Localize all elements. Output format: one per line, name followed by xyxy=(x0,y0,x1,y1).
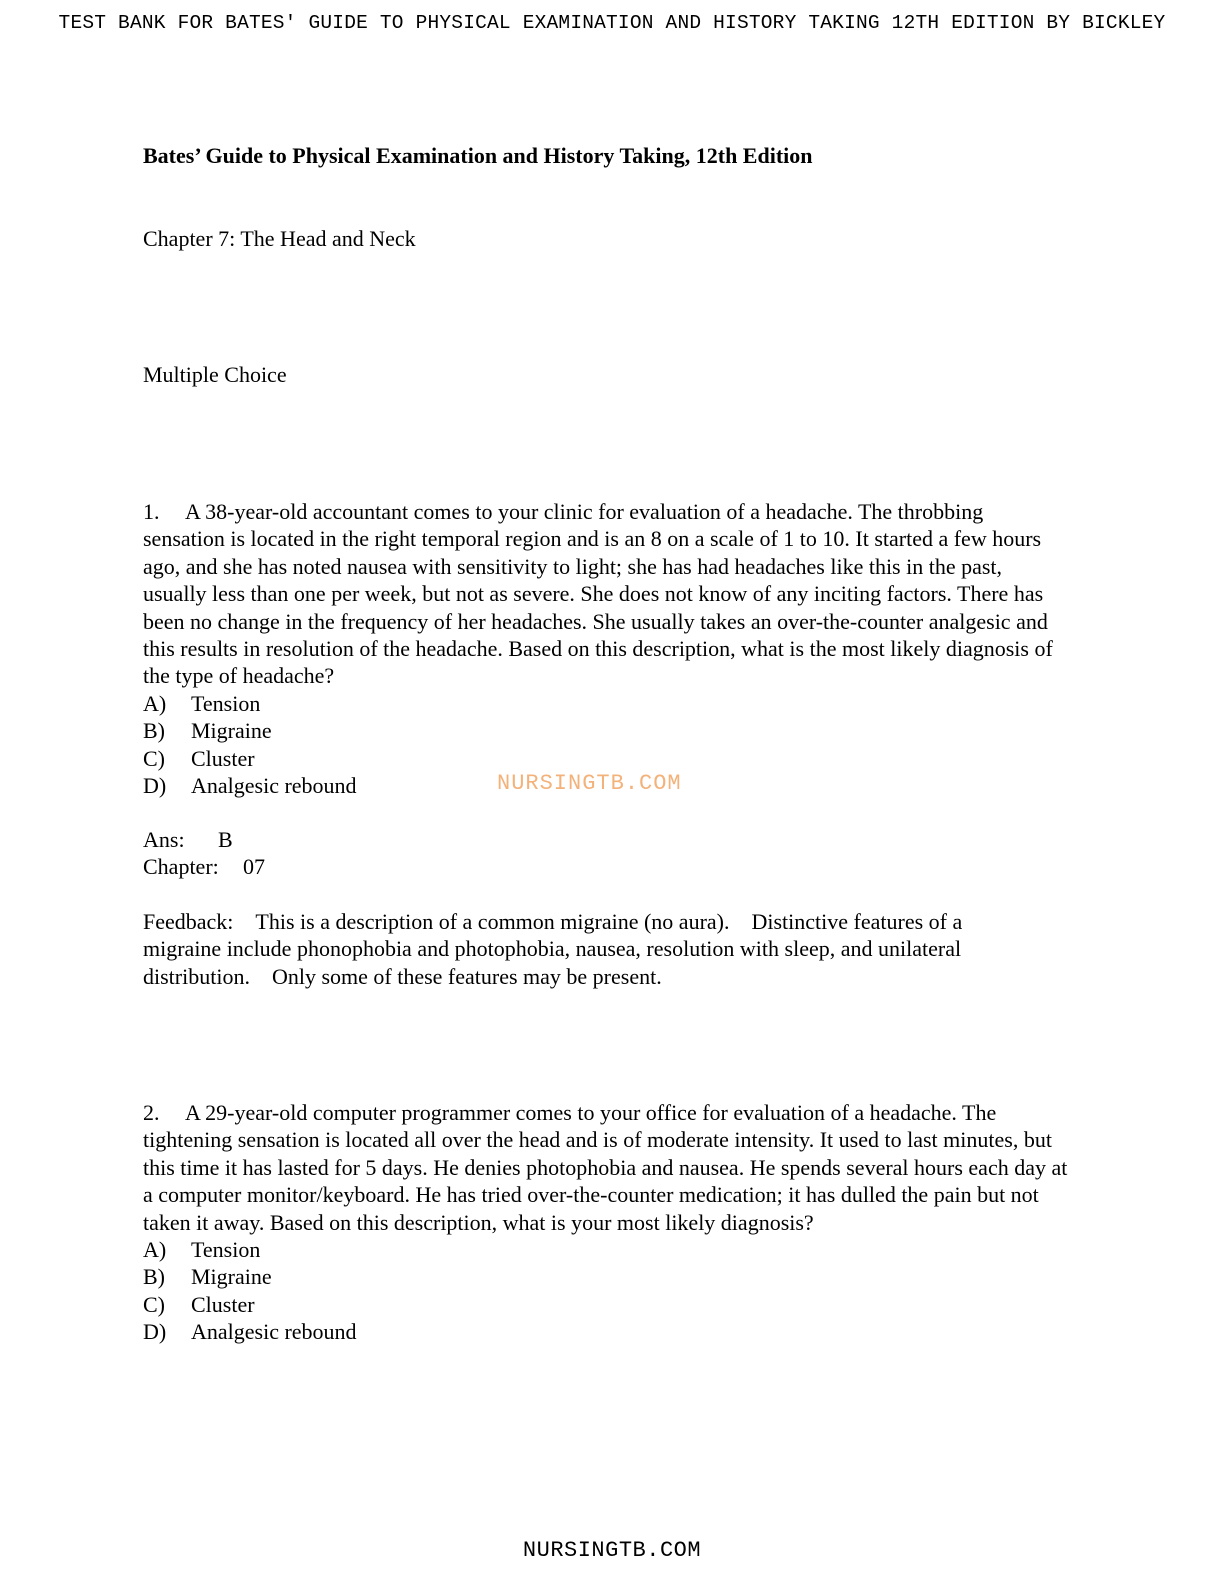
feedback-label: Feedback: xyxy=(143,909,234,934)
question-1-text: A 38-year-old accountant comes to your clinic for evaluation of a headache. The throbbing sensation is located in the right temporal region and is an 8 on a scale of 1 to 10. It started a few hours ago, and she has noted nausea with sensitivity to light; she has had headaches like this in the past, usually less than one per week, but not as severe. She does not know of any inciting factors. There has been no change in the frequency of her headaches. She usually takes an over-the-counter analgesic and this results in resolution of the headache. Based on this description, what is the most likely diagnosis of the type of headache? xyxy=(143,499,1053,689)
chapter-value: 07 xyxy=(243,854,265,880)
question-1-chapter xyxy=(143,853,265,880)
question-2 xyxy=(143,1099,1068,1346)
book-title: Bates’ Guide to Physical Examination and History Taking, 12th Edition xyxy=(143,143,813,168)
option-text: Tension xyxy=(191,1237,261,1263)
option-text: Migraine xyxy=(191,718,272,744)
answer-value: B xyxy=(218,827,233,852)
option-letter: C) xyxy=(143,1291,165,1317)
question-2-option-b xyxy=(143,1263,1068,1290)
question-2-options xyxy=(143,1236,1068,1346)
question-1-option-b xyxy=(143,717,1068,744)
question-1 xyxy=(143,498,1068,799)
chapter-label: Chapter: xyxy=(143,854,219,880)
option-text: Cluster xyxy=(191,1291,255,1317)
question-1-stem xyxy=(143,498,1068,690)
watermark-middle: NURSINGTB.COM xyxy=(497,771,682,796)
option-letter: D) xyxy=(143,773,167,799)
answer-label: Ans: xyxy=(143,827,185,852)
question-2-number: 2. xyxy=(143,1100,160,1125)
question-1-feedback xyxy=(143,908,1043,990)
feedback-text: This is a description of a common migraine (no aura). Distinctive features of a migraine include phonophobia and photophobia, nausea, resolution with sleep, and unilateral distribution. Only some of these features may be present. xyxy=(143,909,968,989)
option-letter: B) xyxy=(143,1264,165,1290)
option-letter: A) xyxy=(143,690,167,716)
question-1-answer xyxy=(143,826,265,853)
option-text: Migraine xyxy=(191,1264,272,1290)
option-text: Tension xyxy=(191,690,261,716)
option-letter: A) xyxy=(143,1237,167,1263)
section-title: Multiple Choice xyxy=(143,362,287,387)
option-letter: C) xyxy=(143,745,165,771)
question-2-option-d xyxy=(143,1318,1068,1345)
chapter-title: Chapter 7: The Head and Neck xyxy=(143,226,416,251)
question-1-number: 1. xyxy=(143,499,160,524)
option-letter: B) xyxy=(143,718,165,744)
header-banner: TEST BANK FOR BATES' GUIDE TO PHYSICAL EXAMINATION AND HISTORY TAKING 12TH EDITION BY BICKLEY xyxy=(58,12,1166,34)
option-letter: D) xyxy=(143,1319,167,1345)
question-2-option-a xyxy=(143,1236,1068,1263)
watermark-footer: NURSINGTB.COM xyxy=(522,1538,702,1563)
question-2-stem xyxy=(143,1099,1068,1236)
option-text: Analgesic rebound xyxy=(191,1319,357,1345)
question-1-option-a xyxy=(143,690,1068,717)
option-text: Cluster xyxy=(191,745,255,771)
question-2-option-c xyxy=(143,1291,1068,1318)
question-1-answer-block xyxy=(143,826,265,881)
question-1-option-c xyxy=(143,745,1068,772)
question-2-text: A 29-year-old computer programmer comes to your office for evaluation of a headache. The tightening sensation is located all over the head and is of moderate intensity. It used to last minutes, but this time it has lasted for 5 days. He denies photophobia and nausea. He spends several hours each day at a computer monitor/keyboard. He has tried over-the-counter medication; it has dulled the pain but not taken it away. Based on this description, what is your most likely diagnosis? xyxy=(143,1100,1068,1235)
option-text: Analgesic rebound xyxy=(191,773,357,799)
